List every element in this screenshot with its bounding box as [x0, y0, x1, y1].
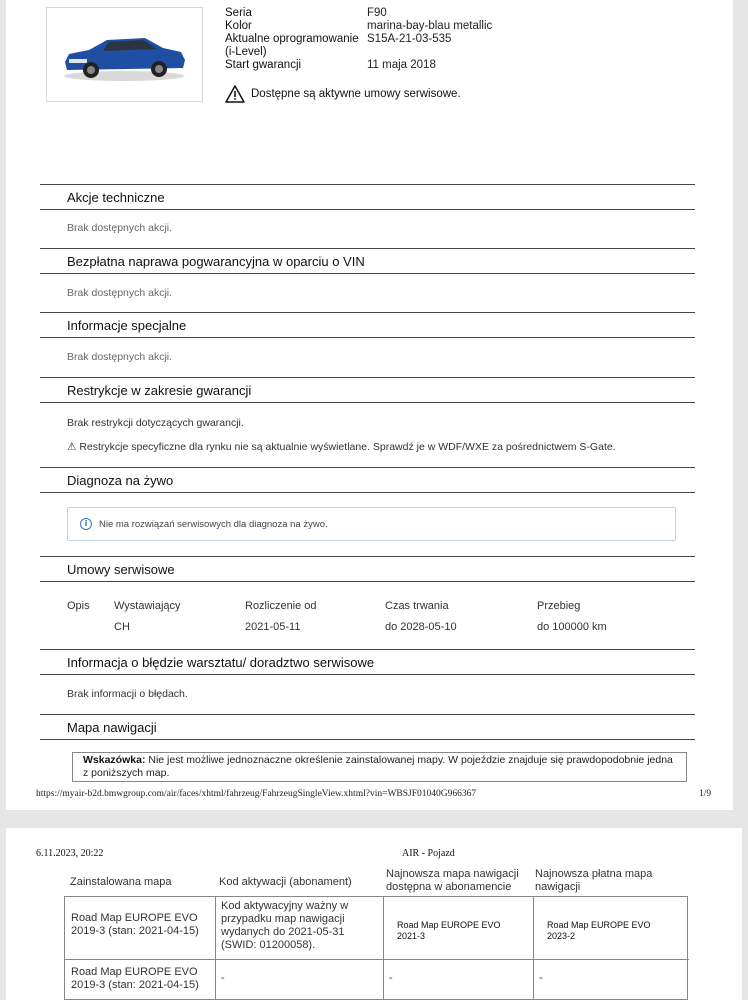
table-header: Przebieg [537, 600, 581, 612]
table-header: Rozliczenie od [245, 600, 317, 612]
hint-text: Nie jest możliwe jednoznaczne określenie zainstalowanej mapy. W pojeździe znajduje się prawdopodobnie jedna z poniższych map. [83, 754, 673, 779]
footer-url: https://myair-b2d.bmwgroup.com/air/faces/xhtml/fahrzeug/FahrzeugSingleView.xhtml?vin=WBSJF01040G966367 [36, 789, 477, 799]
section-title-warranty-restrictions[interactable]: Restrykcje w zakresie gwarancji [40, 377, 695, 403]
workshop-error-text: Brak informacji o błędach. [67, 688, 188, 700]
table-cell: - [389, 972, 393, 984]
spec-row [225, 33, 685, 59]
document-page-1 [6, 0, 733, 810]
hint-label: Wskazówka: [83, 754, 146, 766]
spec-key: Kolor [225, 20, 252, 32]
table-cell: Road Map EUROPE EVO 2023-2 [547, 920, 651, 941]
vehicle-image [46, 7, 203, 102]
live-diagnosis-info-text: Nie ma rozwiązań serwisowych dla diagnoza na żywo. [99, 518, 328, 530]
print-title: AIR - Pojazd [402, 848, 455, 859]
spec-row [225, 59, 685, 72]
document-page-2 [6, 828, 742, 1000]
section-title-navigation-map[interactable]: Mapa nawigacji [40, 714, 695, 740]
special-info-text: Brak dostępnych akcji. [67, 351, 173, 363]
navigation-hint-box [72, 752, 687, 782]
table-cell: Road Map EUROPE EVO 2019-3 (stan: 2021-04-15) [71, 966, 199, 991]
section-title-service-contracts[interactable]: Umowy serwisowe [40, 556, 695, 582]
spec-row [225, 20, 685, 33]
service-contract-warning [225, 85, 461, 103]
table-header: Czas trwania [385, 600, 449, 612]
car-illustration [59, 26, 189, 82]
free-repair-text: Brak dostępnych akcji. [67, 287, 173, 299]
table-cell: do 100000 km [537, 621, 607, 633]
table-cell: - [221, 972, 225, 984]
warning-icon [225, 85, 245, 103]
table-header: Zainstalowana mapa [70, 876, 172, 888]
warranty-restrictions-text: Brak restrykcji dotyczących gwarancji. [67, 417, 244, 429]
spec-key: Seria [225, 7, 252, 19]
section-title-free-repair[interactable]: Bezpłatna naprawa pogwarancyjna w oparciu o VIN [40, 248, 695, 274]
warning-text: Dostępne są aktywne umowy serwisowe. [251, 88, 461, 100]
section-title-live-diagnosis[interactable]: Diagnoza na żywo [40, 467, 695, 493]
live-diagnosis-info-box [67, 507, 676, 541]
table-cell: - [539, 972, 543, 984]
table-cell: Road Map EUROPE EVO 2021-3 [397, 920, 501, 941]
table-cell: do 2028-05-10 [385, 621, 457, 633]
section-title-technical-actions[interactable]: Akcje techniczne [40, 184, 695, 210]
print-date: 6.11.2023, 20:22 [36, 848, 104, 859]
table-cell: Road Map EUROPE EVO 2019-3 (stan: 2021-04-15) [71, 912, 199, 937]
spec-value: F90 [367, 7, 387, 19]
vehicle-specs [225, 7, 685, 72]
table-header: Opis [67, 600, 90, 612]
spec-row [225, 7, 685, 20]
table-cell: Kod aktywacyjny ważny w przypadku map nawigacji wydanych do 2021-05-31 (SWID: 01200058). [221, 900, 349, 951]
spec-value: 11 maja 2018 [367, 59, 436, 71]
table-cell: CH [114, 621, 130, 633]
info-icon: i [80, 518, 92, 530]
table-header: Najnowsza mapa nawigacji dostępna w abonamencie [386, 868, 519, 893]
footer-page-number: 1/9 [699, 789, 712, 799]
section-title-workshop-error[interactable]: Informacja o błędzie warsztatu/ doradztwo serwisowe [40, 649, 695, 675]
section-title-special-info[interactable]: Informacje specjalne [40, 312, 695, 338]
table-header: Najnowsza płatna mapa nawigacji [535, 868, 653, 893]
spec-key: Start gwarancji [225, 59, 302, 71]
table-header: Wystawiający [114, 600, 181, 612]
warranty-restrictions-note: ⚠ Restrykcje specyficzne dla rynku nie są aktualnie wyświetlane. Sprawdź je w WDF/WXE za pośrednictwem S-Gate. [67, 441, 616, 453]
spec-key: Aktualne oprogramowanie (i-Level) [225, 33, 359, 58]
table-cell: 2021-05-11 [245, 621, 301, 633]
spec-value: S15A-21-03-535 [367, 33, 452, 45]
spec-value: marina-bay-blau metallic [367, 20, 493, 32]
table-header: Kod aktywacji (abonament) [219, 876, 352, 888]
navigation-map-table [64, 896, 688, 1000]
technical-actions-text: Brak dostępnych akcji. [67, 222, 173, 234]
